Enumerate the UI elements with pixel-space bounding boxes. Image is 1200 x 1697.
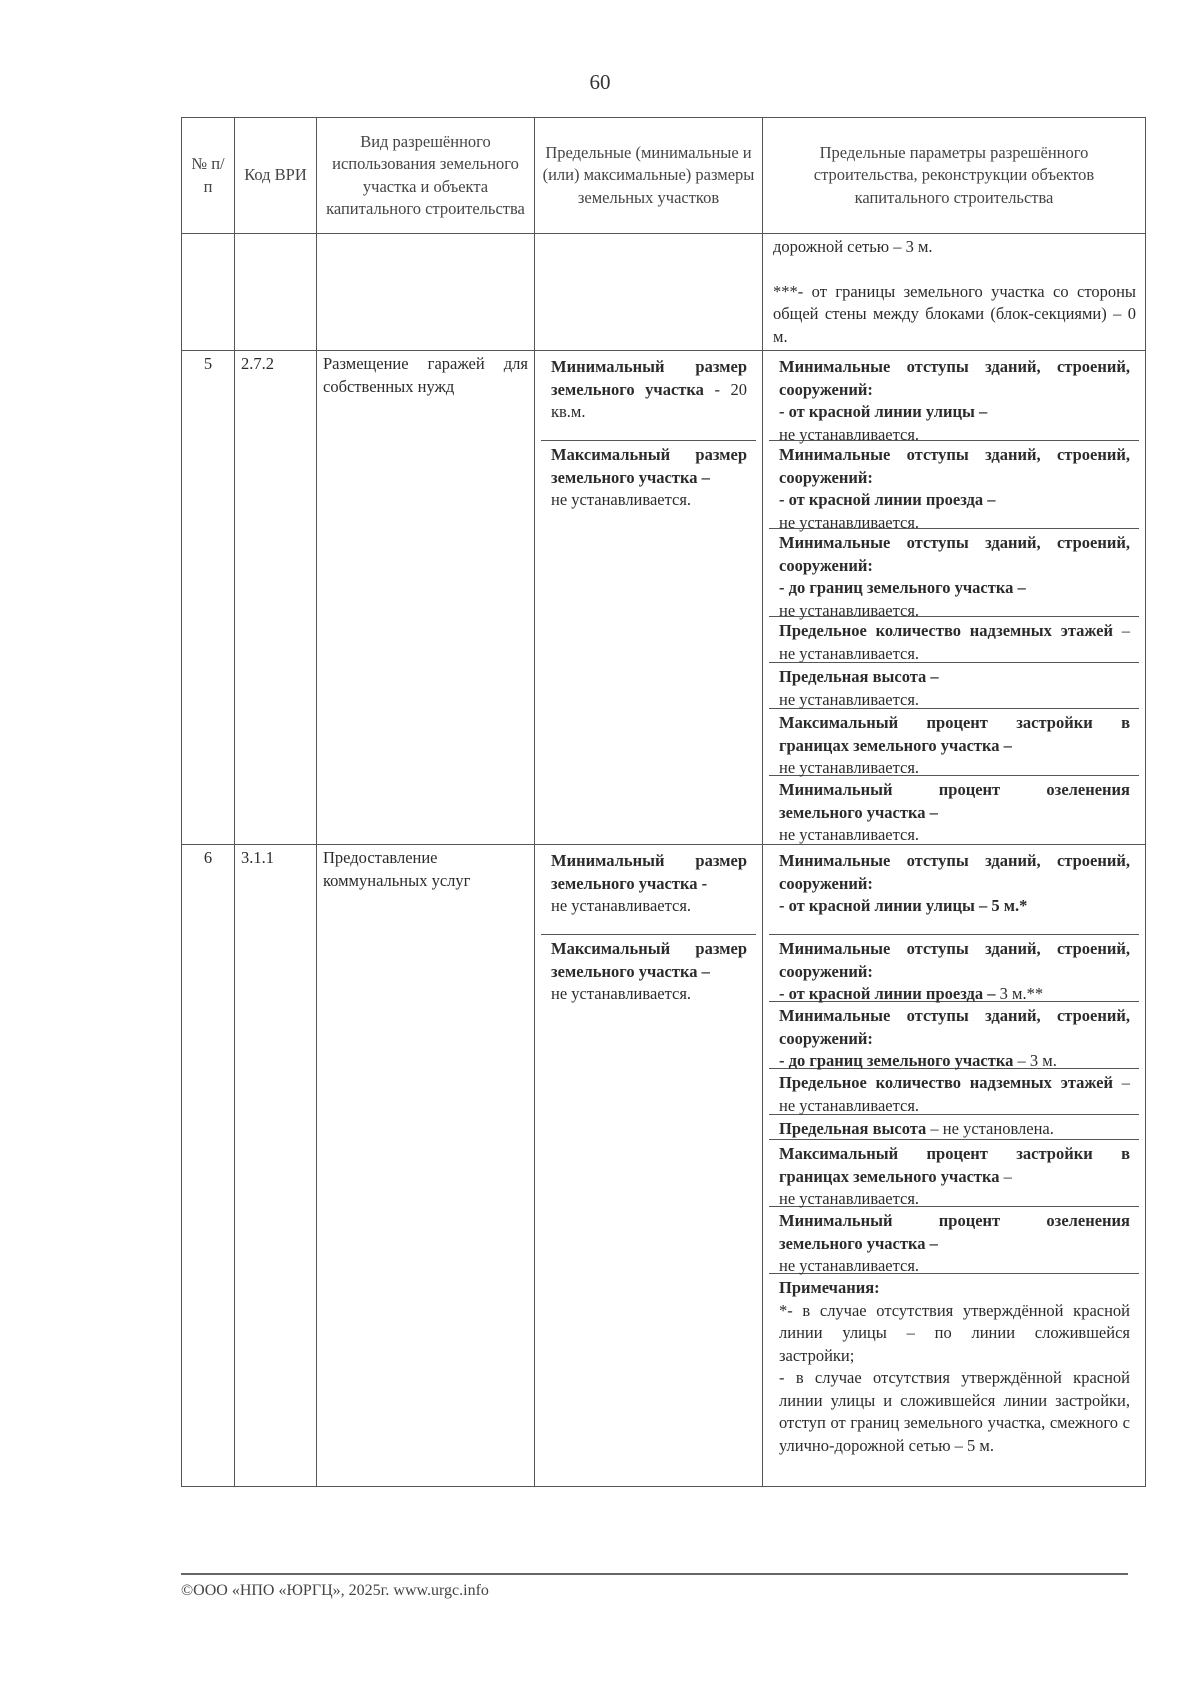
table-header-row bbox=[182, 118, 1146, 234]
row5-param-1: Минимальные отступы зданий, строений, сооружений: - от красной линии улицы – не устанавливается. bbox=[779, 357, 1130, 444]
row6-params bbox=[763, 845, 1146, 1487]
table-row-continuation bbox=[182, 234, 1146, 351]
row5-param-5: Предельная высота – не устанавливается. bbox=[769, 662, 1139, 708]
row5-param-2: Минимальные отступы зданий, строений, сооружений: - от красной линии проезда – не устанавливается. bbox=[769, 440, 1139, 528]
row6-max-size: Максимальный размер земельного участка – не устанавливается. bbox=[541, 934, 756, 1008]
row5-max-size: Максимальный размер земельного участка – не устанавливается. bbox=[541, 440, 756, 514]
row5-num: 5 bbox=[182, 351, 235, 845]
cont-code bbox=[235, 234, 317, 351]
row6-param-5: Предельная высота – не установлена. bbox=[769, 1114, 1139, 1139]
row5-min-size: Минимальный размер земельного участка - 20 кв.м. bbox=[551, 357, 747, 421]
row5-sizes bbox=[535, 351, 763, 845]
page-number: 60 bbox=[589, 70, 611, 94]
row6-param-7: Минимальный процент озеленения земельного участка – не устанавливается. bbox=[769, 1206, 1139, 1273]
row5-param-4: Предельное количество надземных этажей – не устанавливается. bbox=[769, 616, 1139, 662]
row6-param-3: Минимальные отступы зданий, строений, сооружений: - до границ земельного участка – 3 м. bbox=[769, 1001, 1139, 1068]
row6-param-2: Минимальные отступы зданий, строений, сооружений: - от красной линии проезда – 3 м.** bbox=[769, 934, 1139, 1001]
footer-divider bbox=[181, 1573, 1128, 1575]
cont-line-2: ***- от границы земельного участка со стороны общей стены между блоками (блок-секциями) – 0 м. bbox=[773, 281, 1136, 346]
header-type: Вид разрешённого использования земельного участка и объекта капитального строительства bbox=[317, 118, 535, 234]
cont-line-1: дорожной сетью – 3 м. bbox=[773, 237, 933, 256]
header-code: Код ВРИ bbox=[235, 118, 317, 234]
row6-param-4: Предельное количество надземных этажей – не устанавливается. bbox=[769, 1068, 1139, 1114]
note-1: *- в случае отсутствия утверждённой красной линии улицы – по линии сложившейся застройки; bbox=[779, 1300, 1130, 1365]
cont-sizes bbox=[535, 234, 763, 351]
header-sizes: Предельные (минимальные и (или) максимальные) размеры земельных участков bbox=[535, 118, 763, 234]
cont-type bbox=[317, 234, 535, 351]
note-2: - в случае отсутствия утверждённой красной линии улицы и сложившейся линии застройки, отступ от границ земельного участка, смежного с улично-дорожной сетью – 5 м. bbox=[779, 1368, 1130, 1455]
notes-title: Примечания: bbox=[779, 1278, 880, 1297]
cont-params bbox=[763, 234, 1146, 351]
row6-notes bbox=[769, 1273, 1139, 1484]
row6-code: 3.1.1 bbox=[235, 845, 317, 1487]
row6-sizes bbox=[535, 845, 763, 1487]
table-row-5 bbox=[182, 351, 1146, 845]
row6-param-1: Минимальные отступы зданий, строений, сооружений: - от красной линии улицы – 5 м.* bbox=[779, 851, 1130, 915]
zoning-parameters-table bbox=[181, 117, 1146, 1487]
header-num: № п/п bbox=[182, 118, 235, 234]
row5-param-7: Минимальный процент озеленения земельного участка – не устанавливается. bbox=[769, 775, 1139, 842]
table-row-6 bbox=[182, 845, 1146, 1487]
row6-min-size: Минимальный размер земельного участка - не устанавливается. bbox=[551, 851, 747, 915]
row5-params bbox=[763, 351, 1146, 845]
cont-num bbox=[182, 234, 235, 351]
row6-type: Предоставление коммунальных услуг bbox=[317, 845, 535, 1487]
row5-param-3: Минимальные отступы зданий, строений, сооружений: - до границ земельного участка – не устанавливается. bbox=[769, 528, 1139, 616]
row5-param-6: Максимальный процент застройки в границах земельного участка – не устанавливается. bbox=[769, 708, 1139, 775]
row6-num: 6 bbox=[182, 845, 235, 1487]
row5-type: Размещение гаражей для собственных нужд bbox=[317, 351, 535, 845]
header-params: Предельные параметры разрешённого строительства, реконструкции объектов капитального строительства bbox=[763, 118, 1146, 234]
footer-copyright: ©ООО «НПО «ЮРГЦ», 2025г. www.urgc.info bbox=[181, 1582, 489, 1599]
row5-code: 2.7.2 bbox=[235, 351, 317, 845]
row6-param-6: Максимальный процент застройки в границах земельного участка – не устанавливается. bbox=[769, 1139, 1139, 1206]
